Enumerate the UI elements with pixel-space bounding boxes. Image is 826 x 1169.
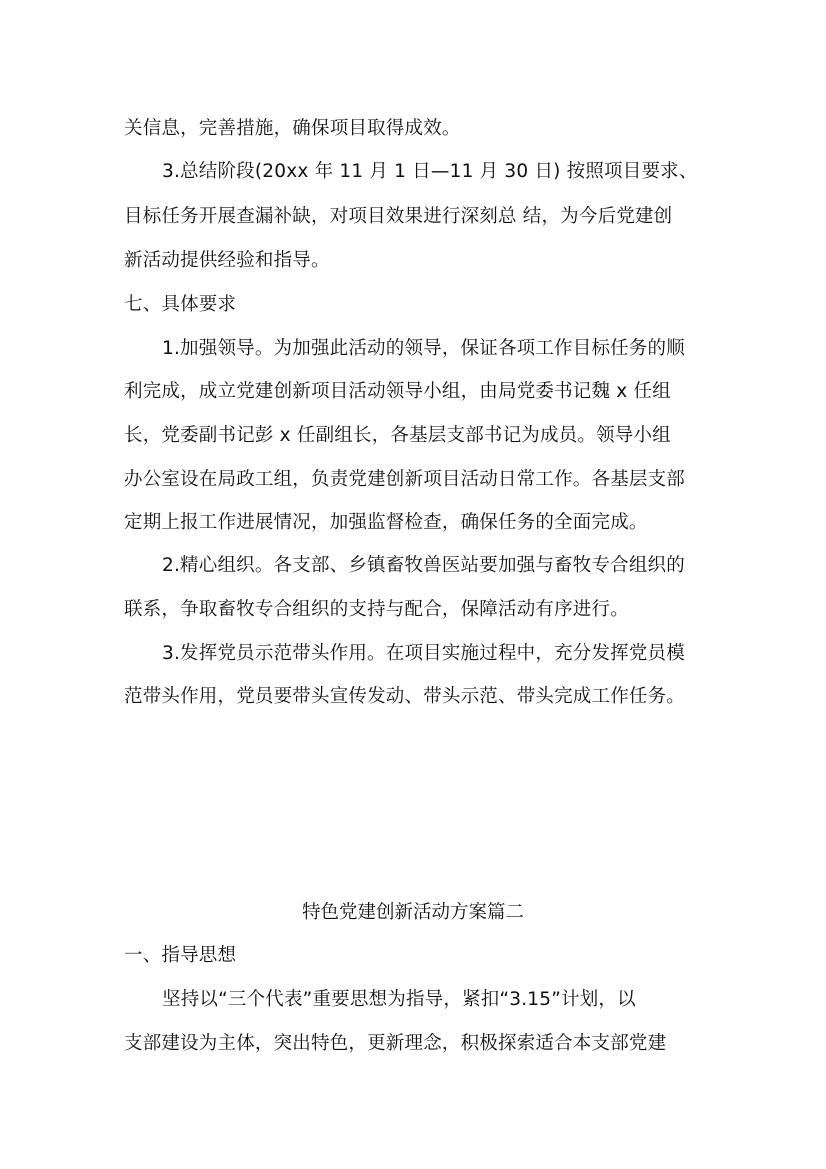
paragraph-line: 定期上报工作进展情况，加强监督检查，确保任务的全面完成。 — [124, 512, 648, 533]
paragraph-line: 3.总结阶段(20xx 年 11 月 1 日—11 月 30 日) 按照项目要求、 — [162, 161, 698, 182]
paragraph-line: 3.发挥党员示范带头作用。在项目实施过程中，充分发挥党员模 — [162, 643, 685, 664]
paragraph-line: 目标任务开展查漏补缺，对项目效果进行深刻总 结，为今后党建创 — [124, 206, 673, 227]
section-heading: 七、具体要求 — [124, 294, 237, 315]
paragraph-line: 利完成，成立党建创新项目活动领导小组，由局党委书记魏 x 任组 — [124, 381, 671, 402]
paragraph-line: 长，党委副书记彭 x 任副组长，各基层支部书记为成员。领导小组 — [124, 425, 671, 446]
paragraph-line: 联系，争取畜牧专合组织的支持与配合，保障活动有序进行。 — [124, 599, 629, 620]
paragraph-line: 坚持以“三个代表”重要思想为指导，紧扣“3.15”计划，以 — [162, 989, 636, 1010]
paragraph-line: 2.精心组织。各支部、乡镇畜牧兽医站要加强与畜牧专合组织的 — [162, 555, 685, 576]
paragraph-line: 新活动提供经验和指导。 — [124, 250, 330, 271]
paragraph-line: 范带头作用，党员要带头宣传发动、带头示范、带头完成工作任务。 — [124, 686, 686, 707]
document-title: 特色党建创新活动方案篇二 — [301, 902, 524, 923]
paragraph-line: 办公室设在局政工组，负责党建创新项目活动日常工作。各基层支部 — [124, 469, 686, 490]
paragraph-line: 关信息，完善措施，确保项目取得成效。 — [124, 118, 461, 139]
section-heading: 一、指导思想 — [124, 945, 237, 966]
paragraph-line: 支部建设为主体，突出特色，更新理念，积极探索适合本支部党建 — [124, 1033, 667, 1054]
paragraph-line: 1.加强领导。为加强此活动的领导，保证各项工作目标任务的顺 — [162, 338, 685, 359]
